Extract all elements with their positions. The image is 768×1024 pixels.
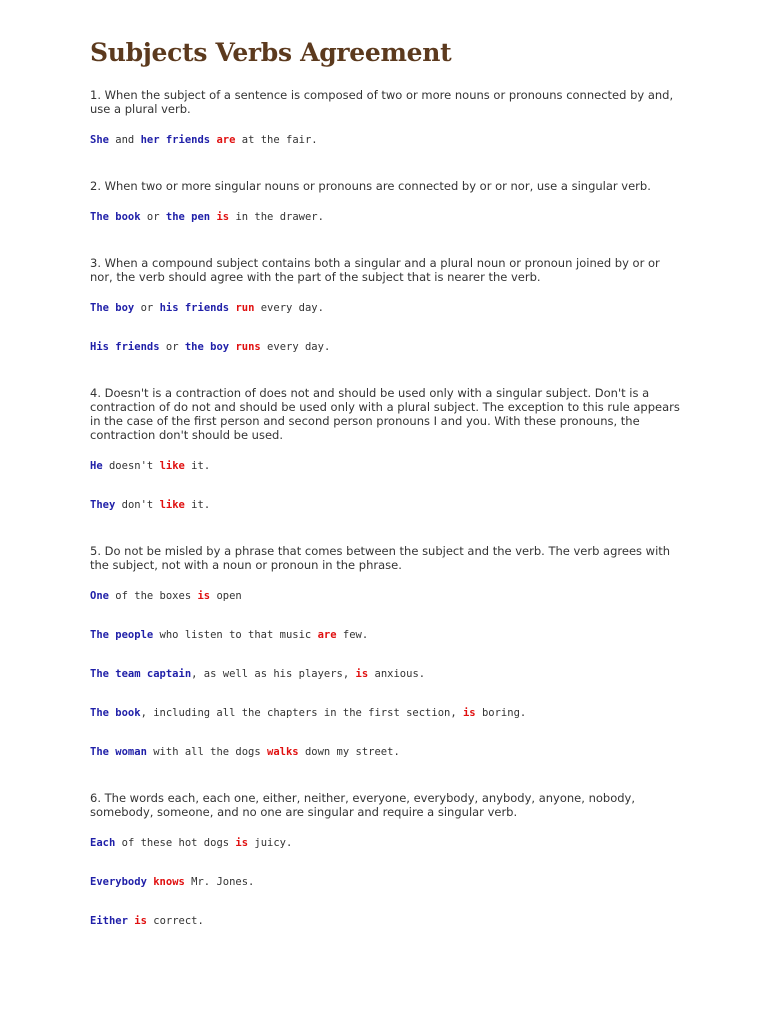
plain-text: don't [115,499,160,511]
subject-highlight: His friends [90,341,160,353]
plain-text: few. [336,629,369,641]
document-page [90,38,690,960]
verb-highlight: are [317,629,337,641]
rule-section [90,791,690,928]
plain-text: every day. [260,341,331,353]
plain-text: at the fair. [235,134,318,146]
subject-highlight: Everybody [90,876,147,888]
subject-highlight: The book [90,211,141,223]
rule-text: 6. The words each, each one, either, neither, everyone, everybody, anybody, anyone, nobody, somebody, someone, and no one are singular and require a singular verb. [90,791,635,819]
plain-text: down my street. [298,746,400,758]
plain-text: doesn't [102,460,160,472]
subject-highlight: The woman [90,746,147,758]
rule-text: 3. When a compound subject contains both a singular and a plural noun or pronoun joined by or or nor, the verb should agree with the part of the subject that is nearer the verb. [90,256,660,284]
plain-text: who listen to that music [153,629,318,641]
verb-highlight: like [159,460,185,472]
verb-highlight: run [235,302,255,314]
example-sentence [90,875,690,889]
example-sentence [90,745,690,759]
verb-highlight: knows [153,876,185,888]
verb-highlight: is [235,837,249,849]
example-sentence [90,628,690,642]
plain-text: correct. [146,915,204,927]
rule-text: 5. Do not be misled by a phrase that comes between the subject and the verb. The verb agrees with the subject, not with a noun or pronoun in the phrase. [90,544,671,572]
subject-highlight: Either [90,915,128,927]
example-sentence [90,667,690,681]
plain-text: open [210,590,242,602]
verb-highlight: is [134,915,147,927]
subject-highlight: The book [90,707,141,719]
verb-highlight: walks [267,746,299,758]
rule-section [90,544,690,759]
plain-text: of the boxes [108,590,198,602]
subject-highlight: Each [90,837,116,849]
rule-section [90,179,690,224]
plain-text: in the drawer. [229,211,324,223]
example-sentence [90,706,690,720]
example-sentence [90,133,690,147]
example-sentence [90,589,690,603]
plain-text: anxious. [368,668,426,680]
example-sentence [90,301,690,315]
rules-list [90,88,690,928]
plain-text: every day. [254,302,324,314]
rule-text: 1. When the subject of a sentence is composed of two or more nouns or pronouns connected by and, use a plural verb. [90,88,674,116]
plain-text: or [159,341,185,353]
plain-text: juicy. [248,837,293,849]
plain-text: , including all the chapters in the first section, [140,707,463,719]
plain-text: it. [184,499,211,511]
rule-section [90,88,690,147]
rule-text: 2. When two or more singular nouns or pronouns are connected by or or nor, use a singular verb. [90,179,651,193]
plain-text: it. [184,460,211,472]
example-sentence [90,836,690,850]
subject-highlight: She [90,134,109,146]
subject-highlight: He [90,460,103,472]
plain-text: boring. [475,707,527,719]
verb-highlight: is [197,590,211,602]
example-sentence [90,340,690,354]
subject-highlight: The people [90,629,154,641]
example-sentence [90,914,690,928]
example-sentence [90,459,690,473]
verb-highlight: are [216,134,236,146]
plain-text: or [140,211,166,223]
plain-text: or [134,302,160,314]
subject-highlight: One [90,590,109,602]
subject-highlight: his friends [159,302,230,314]
verb-highlight: runs [235,341,261,353]
rule-text: 4. Doesn't is a contraction of does not and should be used only with a singular subject. Don't is a contraction of do not and should be used only with a plural subject. The exception to this rule appears in the case of the first person and second person pronouns I and you. With these pronouns, the contraction don't should be used. [90,386,680,442]
subject-highlight: The boy [90,302,135,314]
subject-highlight: The team captain [90,668,192,680]
example-sentence [90,210,690,224]
verb-highlight: is [216,211,230,223]
subject-highlight: the boy [184,341,230,353]
page-title: Subjects Verbs Agreement [90,38,452,67]
subject-highlight: the pen [165,211,211,223]
plain-text: and [108,134,141,146]
plain-text: with all the dogs [146,746,268,758]
rule-section [90,256,690,354]
verb-highlight: like [159,499,185,511]
rule-section [90,386,690,512]
plain-text: Mr. Jones. [184,876,255,888]
plain-text: , as well as his players, [191,668,356,680]
subject-highlight: her friends [140,134,211,146]
verb-highlight: is [462,707,476,719]
subject-highlight: They [90,499,116,511]
plain-text: of these hot dogs [115,837,236,849]
example-sentence [90,498,690,512]
verb-highlight: is [355,668,369,680]
